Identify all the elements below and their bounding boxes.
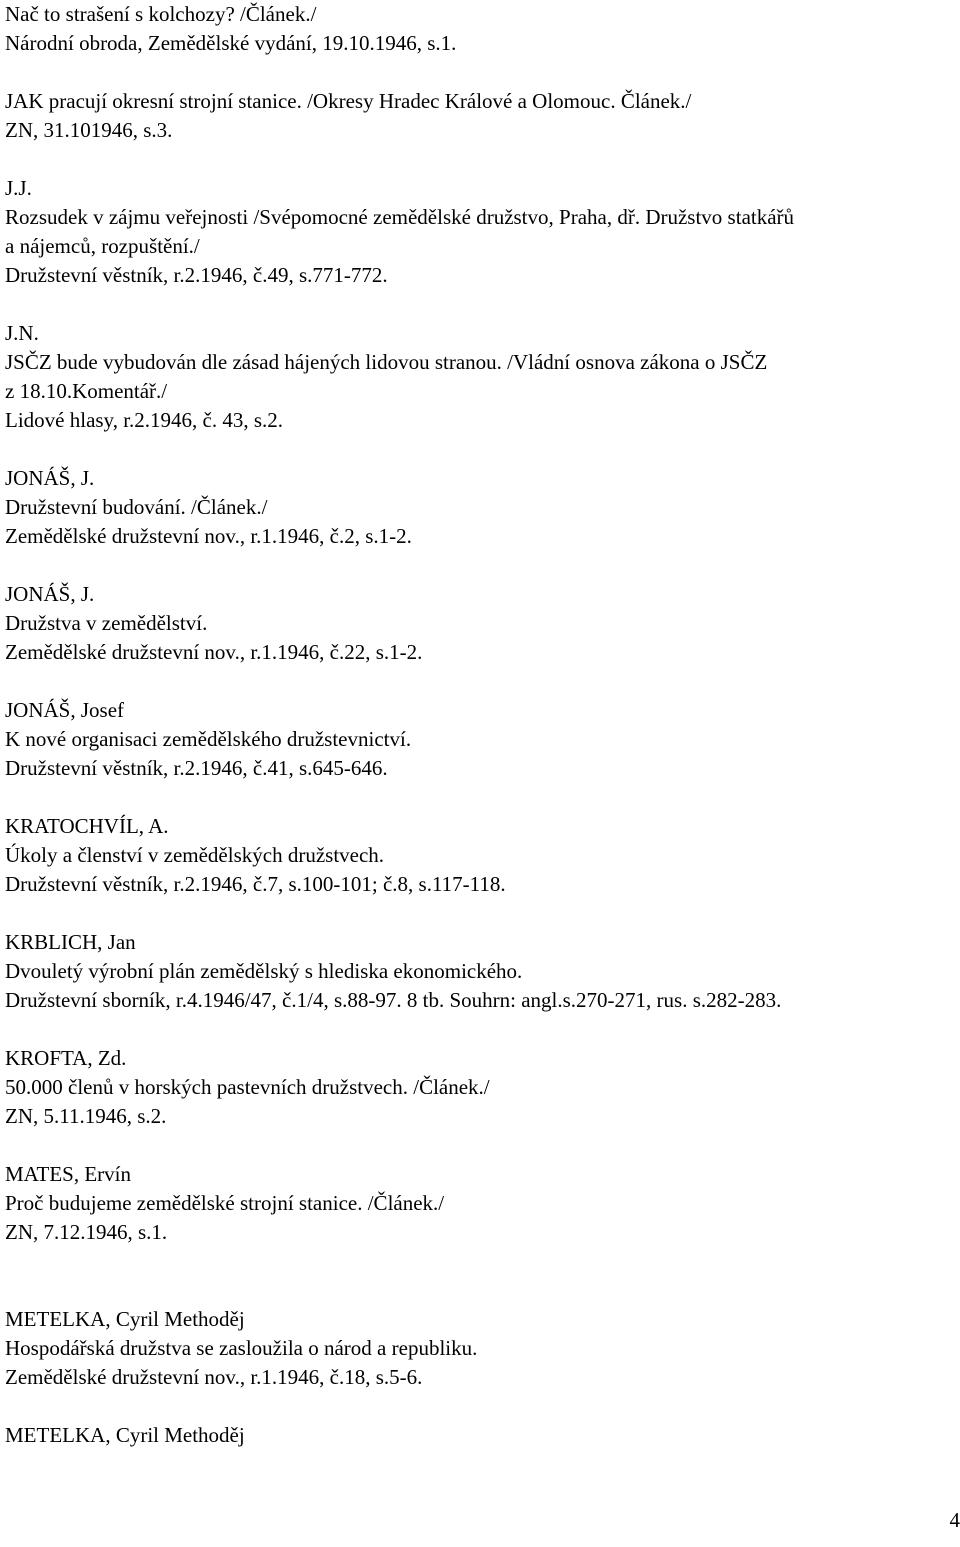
entry-title-continued: a nájemců, rozpuštění./ xyxy=(5,234,200,258)
entry-author: KRATOCHVÍL, A. xyxy=(5,814,169,838)
entry-source: Družstevní sborník, r.4.1946/47, č.1/4, s.88-97. 8 tb. Souhrn: angl.s.270-271, rus. s.282-283. xyxy=(5,988,782,1012)
entry-title: Rozsudek v zájmu veřejnosti /Svépomocné zemědělské družstvo, Praha, dř. Družstvo statkářů xyxy=(5,205,795,229)
entry-source: Zemědělské družstevní nov., r.1.1946, č.22, s.1-2. xyxy=(5,640,423,664)
bibliography-entry xyxy=(5,319,955,435)
entry-author: JONÁŠ, J. xyxy=(5,582,95,606)
entry-title: JSČZ bude vybudován dle zásad hájených lidovou stranou. /Vládní osnova zákona o JSČZ xyxy=(5,350,768,374)
bibliography-entry xyxy=(5,1160,955,1247)
entry-title: 50.000 členů v horských pastevních družstvech. /Článek./ xyxy=(5,1075,490,1099)
entry-source: Lidové hlasy, r.2.1946, č. 43, s.2. xyxy=(5,408,284,432)
page-number: 4 xyxy=(949,1508,960,1532)
entry-title: Družstevní budování. /Článek./ xyxy=(5,495,268,519)
entry-source: Zemědělské družstevní nov., r.1.1946, č.18, s.5-6. xyxy=(5,1365,423,1389)
entry-author: JONÁŠ, Josef xyxy=(5,698,125,722)
entry-author: MATES, Ervín xyxy=(5,1162,131,1186)
bibliography-entry xyxy=(5,580,955,667)
entry-title: Proč budujeme zemědělské strojní stanice. /Článek./ xyxy=(5,1191,445,1215)
entry-author: METELKA, Cyril Methoděj xyxy=(5,1307,245,1331)
entry-author: METELKA, Cyril Methoděj xyxy=(5,1423,245,1447)
entry-source: ZN, 7.12.1946, s.1. xyxy=(5,1220,168,1244)
entry-author: JONÁŠ, J. xyxy=(5,466,95,490)
entry-title-continued: z 18.10.Komentář./ xyxy=(5,379,168,403)
entry-author: J.N. xyxy=(5,321,39,345)
entry-source: Družstevní věstník, r.2.1946, č.41, s.645-646. xyxy=(5,756,388,780)
entry-title: Dvouletý výrobní plán zemědělský s hlediska ekonomického. xyxy=(5,959,523,983)
bibliography-entry xyxy=(5,464,955,551)
entry-title: Družstva v zemědělství. xyxy=(5,611,208,635)
bibliography-entry xyxy=(5,174,955,290)
entry-author: J.J. xyxy=(5,176,32,200)
entry-source: Družstevní věstník, r.2.1946, č.49, s.771-772. xyxy=(5,263,388,287)
bibliography-entry xyxy=(5,928,955,1015)
entry-title: JAK pracují okresní strojní stanice. /Okresy Hradec Králové a Olomouc. Článek./ xyxy=(5,89,692,113)
bibliography-entry xyxy=(5,0,955,58)
bibliography-entry xyxy=(5,696,955,783)
bibliography-entry xyxy=(5,812,955,899)
entry-title: K nové organisaci zemědělského družstevnictví. xyxy=(5,727,412,751)
entry-author: KRBLICH, Jan xyxy=(5,930,136,954)
bibliography-entry xyxy=(5,1305,955,1392)
entry-title: Hospodářská družstva se zasloužila o národ a republiku. xyxy=(5,1336,478,1360)
entry-source: ZN, 31.101946, s.3. xyxy=(5,118,173,142)
bibliography-entry xyxy=(5,1421,955,1450)
entry-source: Družstevní věstník, r.2.1946, č.7, s.100-101; č.8, s.117-118. xyxy=(5,872,506,896)
entry-source: Zemědělské družstevní nov., r.1.1946, č.2, s.1-2. xyxy=(5,524,412,548)
bibliography-list xyxy=(5,0,955,1450)
entry-author: KROFTA, Zd. xyxy=(5,1046,127,1070)
entry-source: Národní obroda, Zemědělské vydání, 19.10.1946, s.1. xyxy=(5,31,457,55)
entry-title: Úkoly a členství v zemědělských družstvech. xyxy=(5,843,385,867)
bibliography-entry xyxy=(5,1044,955,1131)
entry-source: ZN, 5.11.1946, s.2. xyxy=(5,1104,167,1128)
entry-title: Nač to strašení s kolchozy? /Článek./ xyxy=(5,2,317,26)
bibliography-entry xyxy=(5,87,955,145)
